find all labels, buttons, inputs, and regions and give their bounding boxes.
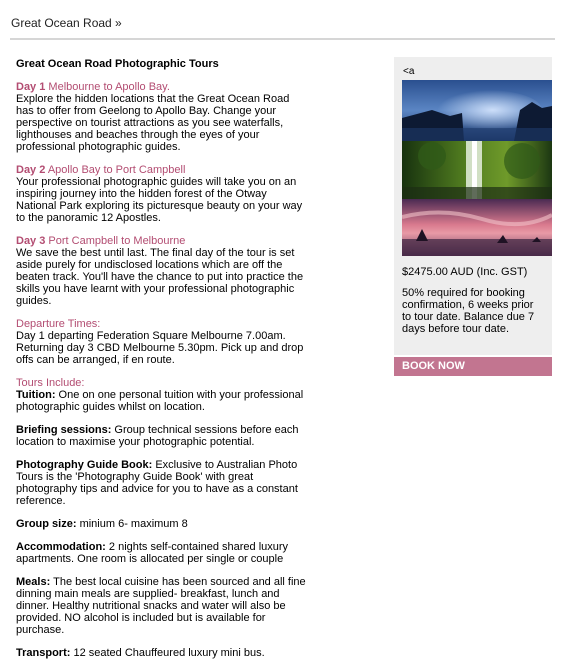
include-label: Tuition: [16,389,56,401]
day-1-label: Day 1 [16,81,46,93]
day-2-text: Your professional photographic guides will take you on an inspiring journey into the hidden forest of the Otway National Park exploring its picturesque beauty on your way to the panoramic 12 Apostles. [16,176,303,224]
payment-terms: 50% required for booking confirmation, 6 weeks prior to tour date. Balance due 7 days before tour date. [402,287,535,335]
tour-price: $2475.00 AUD (Inc. GST) [402,266,528,278]
include-text: 12 seated Chauffeured luxury mini bus. [70,647,265,659]
day-2-route: Apollo Bay to Port Campbell [47,164,186,176]
photo-coastal-sunset [402,199,552,256]
include-item-tuition [16,389,306,413]
include-label: Meals: [16,576,51,588]
divider [10,38,555,40]
includes-heading: Tours Include: [16,377,85,389]
include-item-transport [16,647,306,659]
day-2-section [16,164,306,224]
day-3-text: We save the best until last. The final day of the tour is set aside purely for undisclosed locations which are off the beaten track. You'll have the chance to put into practice the skills you have learnt with your professional photographic guides. [16,247,304,307]
include-text: minium 6- maximum 8 [76,518,188,530]
include-text: The best local cuisine has been sourced and all fine dinning main meals are supplied- breakfast, lunch and dinner. Healthy nutritional snacks and water will also be provided. NO alcohol is included but is available for purchase. [16,576,306,636]
book-now-button[interactable]: BOOK NOW [394,357,552,376]
include-text: Exclusive to Australian Photo Tours is the 'Photography Guide Book' with great photography tips and advice for you to have as a constant reference. [16,459,298,507]
include-item-accommodation [16,541,306,565]
include-text: One on one personal tuition with your professional photographic guides whilst on location. [16,389,304,413]
day-3-section [16,235,306,307]
include-text: 2 nights self-contained shared luxury apartments. One room is allocated per single or couple [16,541,289,565]
include-item-meals [16,576,306,636]
day-1-route: Melbourne to Apollo Bay. [48,81,170,93]
booking-sidebar [394,57,552,355]
day-3-heading [16,235,306,247]
include-item-guide-book [16,459,306,507]
day-1-section [16,81,306,153]
include-label: Accommodation: [16,541,106,553]
departure-section [16,318,306,366]
day-3-label: Day 3 [16,235,46,247]
photo-waterfall [402,141,552,199]
day-3-route: Port Campbell to Melbourne [48,235,186,247]
include-text: Group technical sessions before each location to maximise your photographic potential. [16,424,299,448]
breadcrumb[interactable]: Great Ocean Road » [11,16,122,30]
stray-markup-text: <a [403,66,415,77]
day-1-text: Explore the hidden locations that the Great Ocean Road has to offer from Geelong to Apollo Bay. Change your perspective on tourist attractions as you see waterfalls, lighthouses and beaches through the eyes of your professional photographic guides. [16,93,290,153]
departure-heading: Departure Times: [16,318,101,330]
departure-text: Day 1 departing Federation Square Melbourne 7.00am. Returning day 3 CBD Melbourne 5.30pm. Pick up and drop offs can be arranged, if en route. [16,330,304,366]
main-content [16,58,306,670]
day-1-heading [16,81,306,93]
include-label: Transport: [16,647,71,659]
include-label: Photography Guide Book: [16,459,153,471]
page-title: Great Ocean Road Photographic Tours [16,58,219,70]
day-2-label: Day 2 [16,164,46,176]
photo-beach-dusk [402,80,552,141]
include-item-group-size [16,518,306,530]
day-2-heading [16,164,306,176]
include-label: Group size: [16,518,77,530]
include-item-briefing [16,424,306,448]
include-label: Briefing sessions: [16,424,112,436]
